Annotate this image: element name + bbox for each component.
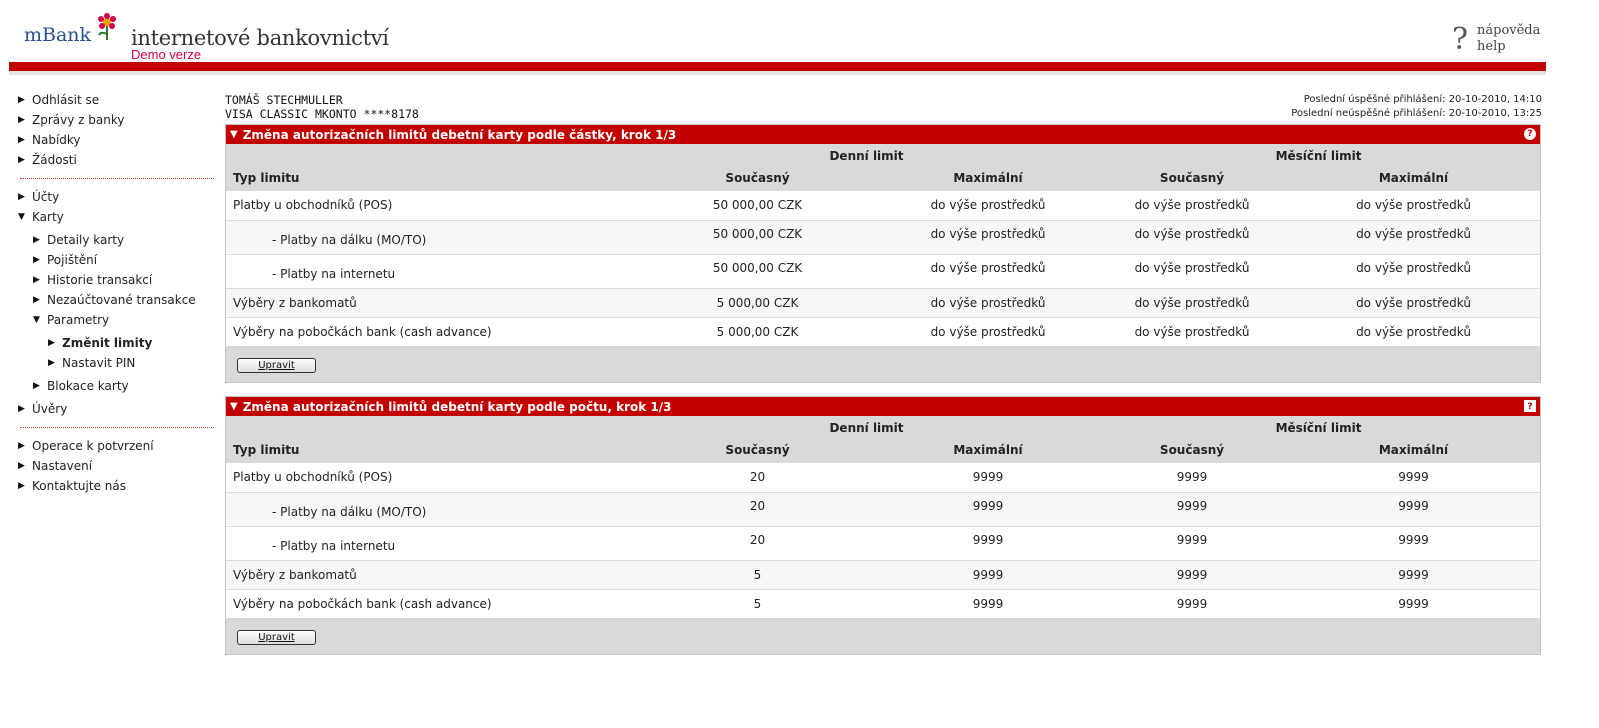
monthly-current: do výše prostředků — [1097, 254, 1287, 288]
sidebar-item-label: Blokace karty — [47, 379, 129, 393]
daily-current: 20 — [636, 462, 879, 492]
header-divider — [9, 71, 1546, 75]
sidebar-separator — [20, 427, 214, 428]
collapse-icon[interactable]: ▼ — [230, 129, 238, 140]
sidebar-item-settings[interactable] — [18, 456, 218, 476]
arrow-right-icon: ▶ — [33, 381, 40, 391]
table-row — [226, 526, 1540, 560]
sidebar-item-label: Detaily karty — [47, 233, 125, 247]
sidebar — [18, 90, 218, 496]
limit-type: Platby u obchodníků (POS) — [226, 190, 636, 220]
help-icon[interactable]: ? — [1524, 400, 1536, 412]
monthly-current: 9999 — [1097, 560, 1287, 589]
monthly-max: do výše prostředků — [1287, 220, 1540, 254]
sidebar-item-transaction-history[interactable] — [18, 270, 218, 290]
flower-logo-icon — [92, 12, 122, 42]
monthly-current: do výše prostředků — [1097, 190, 1287, 220]
table-row — [226, 560, 1540, 589]
button-row — [226, 346, 1540, 382]
daily-current: 50 000,00 CZK — [636, 220, 879, 254]
last-failed-login: Poslední neúspěšné přihlášení: 20-10-2010, 13:25 — [1291, 108, 1542, 119]
table-row — [226, 288, 1540, 317]
sidebar-item-card-block[interactable] — [18, 376, 218, 396]
sidebar-item-label: Žádosti — [32, 153, 77, 167]
bank-logo[interactable]: mBank — [24, 24, 92, 46]
demo-label: Demo verze — [131, 47, 202, 62]
col-header-max: Maximální — [1378, 443, 1449, 458]
daily-max: do výše prostředků — [879, 190, 1097, 220]
header — [0, 0, 1599, 76]
sidebar-item-label: Úvěry — [32, 402, 68, 416]
daily-max: do výše prostředků — [879, 288, 1097, 317]
table-row — [226, 462, 1540, 492]
last-success-login: Poslední úspěšné přihlášení: 20-10-2010, 14:10 — [1303, 94, 1542, 105]
monthly-current: do výše prostředků — [1097, 317, 1287, 346]
monthly-max: do výše prostředků — [1287, 288, 1540, 317]
sidebar-item-cards[interactable] — [18, 207, 218, 227]
button-row — [226, 618, 1540, 654]
sidebar-item-contact[interactable] — [18, 476, 218, 496]
sidebar-item-label: Nastavit PIN — [62, 356, 136, 370]
col-header-type: Typ limitu — [233, 443, 300, 458]
limits-table — [226, 144, 1540, 346]
col-header-current: Současný — [725, 443, 790, 458]
daily-max: do výše prostředků — [879, 220, 1097, 254]
panel-title-bar[interactable] — [226, 397, 1540, 416]
limit-type: Výběry na pobočkách bank (cash advance) — [226, 589, 636, 618]
sidebar-item-label: Změnit limity — [62, 336, 153, 350]
arrow-down-icon: ▼ — [33, 315, 40, 325]
sidebar-item-label: Karty — [32, 210, 64, 224]
app-title: internetové bankovnictví — [131, 26, 389, 50]
login-info — [1291, 93, 1542, 121]
daily-max: 9999 — [879, 492, 1097, 526]
help-label-cz[interactable]: nápověda — [1477, 23, 1541, 38]
group-header-monthly: Měsíční limit — [1275, 148, 1362, 163]
limit-type: Výběry z bankomatů — [226, 560, 636, 589]
arrow-right-icon: ▶ — [18, 115, 25, 125]
edit-button[interactable]: Upravit — [237, 358, 316, 373]
col-header-type: Typ limitu — [233, 171, 300, 186]
arrow-right-icon: ▶ — [18, 481, 25, 491]
arrow-right-icon: ▶ — [18, 404, 25, 414]
daily-current: 5 000,00 CZK — [636, 317, 879, 346]
table-row — [226, 492, 1540, 526]
help-icon[interactable]: ? — [1524, 128, 1536, 140]
sidebar-item-label: Odhlásit se — [32, 93, 100, 107]
user-name: TOMÁŠ STECHMULLER — [225, 93, 343, 107]
help-label-en[interactable]: help — [1477, 39, 1506, 54]
arrow-right-icon: ▶ — [18, 192, 25, 202]
limit-type: Výběry z bankomatů — [226, 288, 636, 317]
sidebar-item-insurance[interactable] — [18, 250, 218, 270]
table-row — [226, 589, 1540, 618]
card-name: VISA CLASSIC MKONTO ****8178 — [225, 107, 419, 121]
table-row — [226, 220, 1540, 254]
daily-max: 9999 — [879, 560, 1097, 589]
arrow-right-icon: ▶ — [33, 295, 40, 305]
daily-current: 20 — [636, 492, 879, 526]
group-header-monthly: Měsíční limit — [1275, 420, 1362, 435]
monthly-max: 9999 — [1287, 526, 1540, 560]
col-header-max: Maximální — [953, 443, 1023, 458]
table-column-header — [226, 439, 1540, 462]
limit-type: - Platby na dálku (MO/TO) — [226, 492, 636, 526]
daily-max: do výše prostředků — [879, 317, 1097, 346]
sidebar-item-logout[interactable] — [18, 90, 218, 110]
arrow-right-icon: ▶ — [18, 135, 25, 145]
table-column-header — [226, 167, 1540, 190]
arrow-down-icon: ▼ — [18, 212, 25, 222]
sidebar-item-parameters[interactable] — [18, 310, 218, 330]
daily-max: do výše prostředků — [879, 254, 1097, 288]
sidebar-item-accounts[interactable] — [18, 187, 218, 207]
group-header-daily: Denní limit — [829, 420, 904, 435]
sidebar-item-unbilled-transactions[interactable] — [18, 290, 218, 310]
daily-max: 9999 — [879, 462, 1097, 492]
sidebar-item-label: Nastavení — [32, 459, 93, 473]
table-group-header — [226, 144, 1540, 167]
arrow-right-icon: ▶ — [18, 461, 25, 471]
daily-current: 50 000,00 CZK — [636, 190, 879, 220]
table-row — [226, 190, 1540, 220]
sidebar-item-pending-operations[interactable] — [18, 436, 218, 456]
sidebar-item-label: Operace k potvrzení — [32, 439, 154, 453]
monthly-max: do výše prostředků — [1287, 254, 1540, 288]
monthly-current: 9999 — [1097, 462, 1287, 492]
collapse-icon[interactable]: ▼ — [230, 401, 238, 412]
col-header-current: Současný — [1159, 443, 1225, 458]
sidebar-item-card-details[interactable] — [18, 230, 218, 250]
table-row — [226, 254, 1540, 288]
col-header-current: Současný — [725, 171, 790, 186]
monthly-max: 9999 — [1287, 462, 1540, 492]
monthly-current: 9999 — [1097, 526, 1287, 560]
sidebar-item-set-pin[interactable] — [18, 353, 218, 373]
table-group-header — [226, 416, 1540, 439]
panel-title-bar[interactable] — [226, 125, 1540, 144]
daily-max: 9999 — [879, 589, 1097, 618]
monthly-max: do výše prostředků — [1287, 190, 1540, 220]
monthly-max: do výše prostředků — [1287, 317, 1540, 346]
sidebar-item-change-limits[interactable] — [18, 333, 218, 353]
daily-current: 5 — [636, 589, 879, 618]
sidebar-item-label: Kontaktujte nás — [32, 479, 126, 493]
limit-type: Výběry na pobočkách bank (cash advance) — [226, 317, 636, 346]
sidebar-item-label: Pojištění — [47, 253, 98, 267]
arrow-right-icon: ▶ — [18, 155, 25, 165]
help-link[interactable] — [1477, 23, 1540, 55]
limit-type: - Platby na internetu — [226, 526, 636, 560]
arrow-right-icon: ▶ — [18, 95, 25, 105]
arrow-right-icon: ▶ — [48, 358, 55, 368]
daily-current: 5 — [636, 560, 879, 589]
limits-by-count-panel — [225, 396, 1541, 655]
monthly-current: do výše prostředků — [1097, 220, 1287, 254]
sidebar-item-label: Historie transakcí — [47, 273, 153, 287]
col-header-current: Současný — [1159, 171, 1225, 186]
sidebar-item-label: Zprávy z banky — [32, 113, 125, 127]
monthly-current: 9999 — [1097, 492, 1287, 526]
arrow-right-icon: ▶ — [48, 338, 55, 348]
limit-type: - Platby na internetu — [226, 254, 636, 288]
arrow-right-icon: ▶ — [18, 441, 25, 451]
sidebar-item-label: Parametry — [47, 313, 110, 327]
panel-title: Změna autorizačních limitů debetní karty podle počtu, krok 1/3 — [242, 399, 672, 414]
arrow-right-icon: ▶ — [33, 275, 40, 285]
monthly-current: do výše prostředků — [1097, 288, 1287, 317]
limit-type: - Platby na dálku (MO/TO) — [226, 220, 636, 254]
arrow-right-icon: ▶ — [33, 235, 40, 245]
daily-max: 9999 — [879, 526, 1097, 560]
monthly-max: 9999 — [1287, 560, 1540, 589]
monthly-max: 9999 — [1287, 589, 1540, 618]
col-header-max: Maximální — [953, 171, 1023, 186]
edit-button[interactable]: Upravit — [237, 630, 316, 645]
limit-type: Platby u obchodníků (POS) — [226, 462, 636, 492]
help-icon[interactable]: ? — [1452, 22, 1469, 57]
daily-current: 5 000,00 CZK — [636, 288, 879, 317]
col-header-max: Maximální — [1378, 171, 1449, 186]
sidebar-item-requests[interactable] — [18, 150, 218, 170]
sidebar-item-label: Účty — [32, 190, 60, 204]
daily-current: 20 — [636, 526, 879, 560]
panel-title: Změna autorizačních limitů debetní karty podle částky, krok 1/3 — [242, 127, 677, 142]
monthly-current: 9999 — [1097, 589, 1287, 618]
sidebar-item-offers[interactable] — [18, 130, 218, 150]
group-header-daily: Denní limit — [829, 148, 904, 163]
user-info — [225, 93, 419, 121]
sidebar-item-loans[interactable] — [18, 399, 218, 419]
daily-current: 50 000,00 CZK — [636, 254, 879, 288]
sidebar-separator — [20, 178, 214, 179]
sidebar-item-bank-messages[interactable] — [18, 110, 218, 130]
sidebar-item-label: Nabídky — [32, 133, 81, 147]
limits-by-amount-panel — [225, 124, 1541, 383]
header-red-bar — [9, 62, 1546, 71]
table-row — [226, 317, 1540, 346]
sidebar-item-label: Nezaúčtované transakce — [47, 293, 196, 307]
arrow-right-icon: ▶ — [33, 255, 40, 265]
monthly-max: 9999 — [1287, 492, 1540, 526]
limits-table — [226, 416, 1540, 618]
